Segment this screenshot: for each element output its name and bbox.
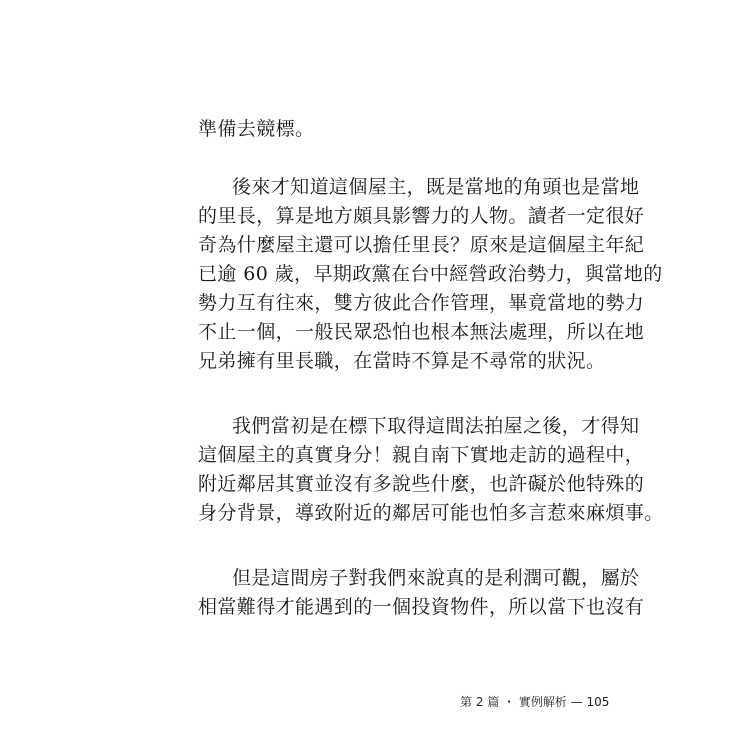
text-line: 準備去競標。	[198, 118, 315, 140]
text-line: 但是這間房子對我們來說真的是利潤可觀，屬於	[232, 567, 640, 589]
text-line: 後來才知道這個屋主，既是當地的角頭也是當地	[232, 176, 640, 198]
text-line: 我們當初是在標下取得這間法拍屋之後，才得知	[232, 415, 640, 437]
text-line: 兄弟擁有里長職，在當時不算是不尋常的狀況。	[198, 350, 606, 372]
text-line: 奇為什麼屋主還可以擔任里長？原來是這個屋主年紀	[198, 234, 645, 256]
text-line: 的里長，算是地方頗具影響力的人物。讀者一定很好	[198, 205, 645, 227]
text-line: 不止一個，一般民眾恐怕也根本無法處理，所以在地	[198, 321, 645, 343]
text-line: 勢力互有往來，雙方彼此合作管理，畢竟當地的勢力	[198, 292, 645, 314]
text-line: 附近鄰居其實並沒有多說些什麼，也許礙於他特殊的	[198, 473, 645, 495]
text-line: 相當難得才能遇到的一個投資物件，所以當下也沒有	[198, 596, 645, 618]
text-line: 已逾 60 歲，早期政黨在台中經營政治勢力，與當地的	[198, 263, 663, 285]
text-line: 身分背景，導致附近的鄰居可能也怕多言惹來麻煩事。	[198, 502, 664, 524]
page-footer: 第 2 篇 ・ 實例解析 — 105	[460, 695, 610, 709]
text-line: 這個屋主的真實身分！親自南下實地走訪的過程中，	[198, 444, 645, 466]
